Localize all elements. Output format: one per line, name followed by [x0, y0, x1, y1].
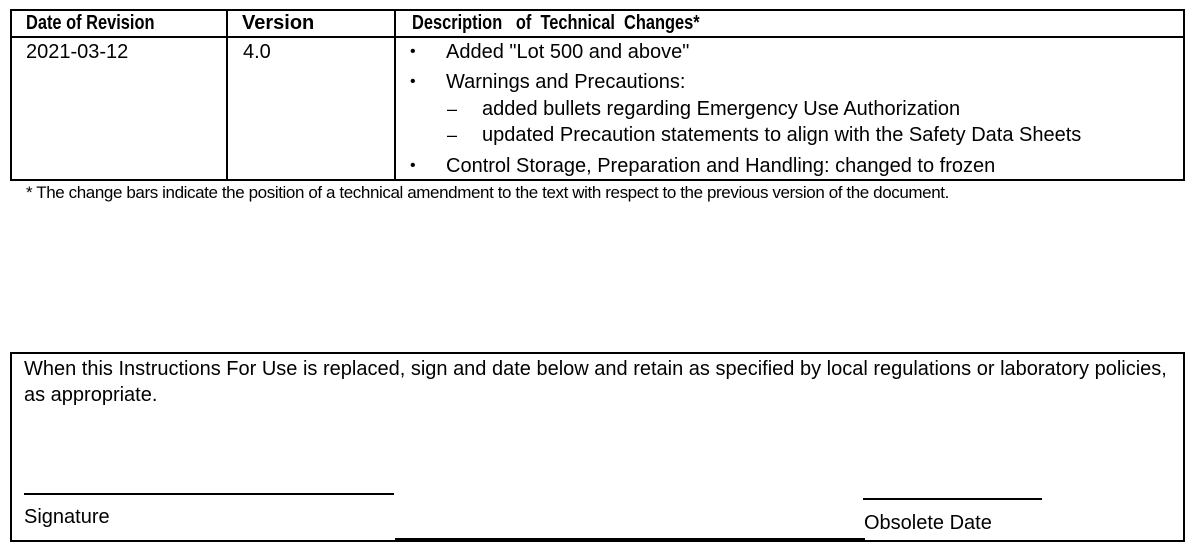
column-divider — [226, 11, 228, 179]
dash-icon: – — [447, 99, 458, 119]
change-item: Warnings and Precautions: — [446, 71, 686, 93]
change-sub-item: added bullets regarding Emergency Use Authorization — [482, 98, 961, 120]
bullet-icon: • — [410, 157, 416, 174]
change-bars-footnote: * The change bars indicate the position of a technical amendment to the text with respect to the previous version of the document. — [26, 183, 949, 202]
revision-table — [10, 9, 1185, 181]
obsolete-date-label: Obsolete Date — [864, 512, 992, 534]
bullet-icon: • — [410, 73, 416, 90]
sign-instruction-text: When this Instructions For Use is replaced, sign and date below and retain as specified by local regulations or laboratory policies, as appropriate. — [24, 358, 1167, 406]
signature-line — [24, 493, 394, 495]
change-item: Control Storage, Preparation and Handling: changed to frozen — [446, 155, 996, 177]
obsolete-sign-box — [10, 352, 1185, 542]
change-sub-item: updated Precaution statements to align with the Safety Data Sheets — [482, 124, 1082, 146]
header-date-of-revision: Date of Revision — [26, 12, 155, 34]
signature-label: Signature — [24, 506, 110, 528]
change-item: Added "Lot 500 and above" — [446, 41, 690, 63]
revision-date: 2021-03-12 — [26, 41, 129, 63]
header-version: Version — [242, 12, 315, 34]
column-divider — [394, 11, 396, 179]
revision-table-header — [12, 11, 1183, 38]
bullet-icon: • — [410, 43, 416, 60]
revision-version: 4.0 — [243, 41, 271, 63]
dash-icon: – — [447, 125, 458, 145]
obsolete-date-line — [863, 498, 1042, 500]
header-description: Description of Technical Changes* — [412, 12, 700, 34]
date-line — [395, 538, 865, 540]
